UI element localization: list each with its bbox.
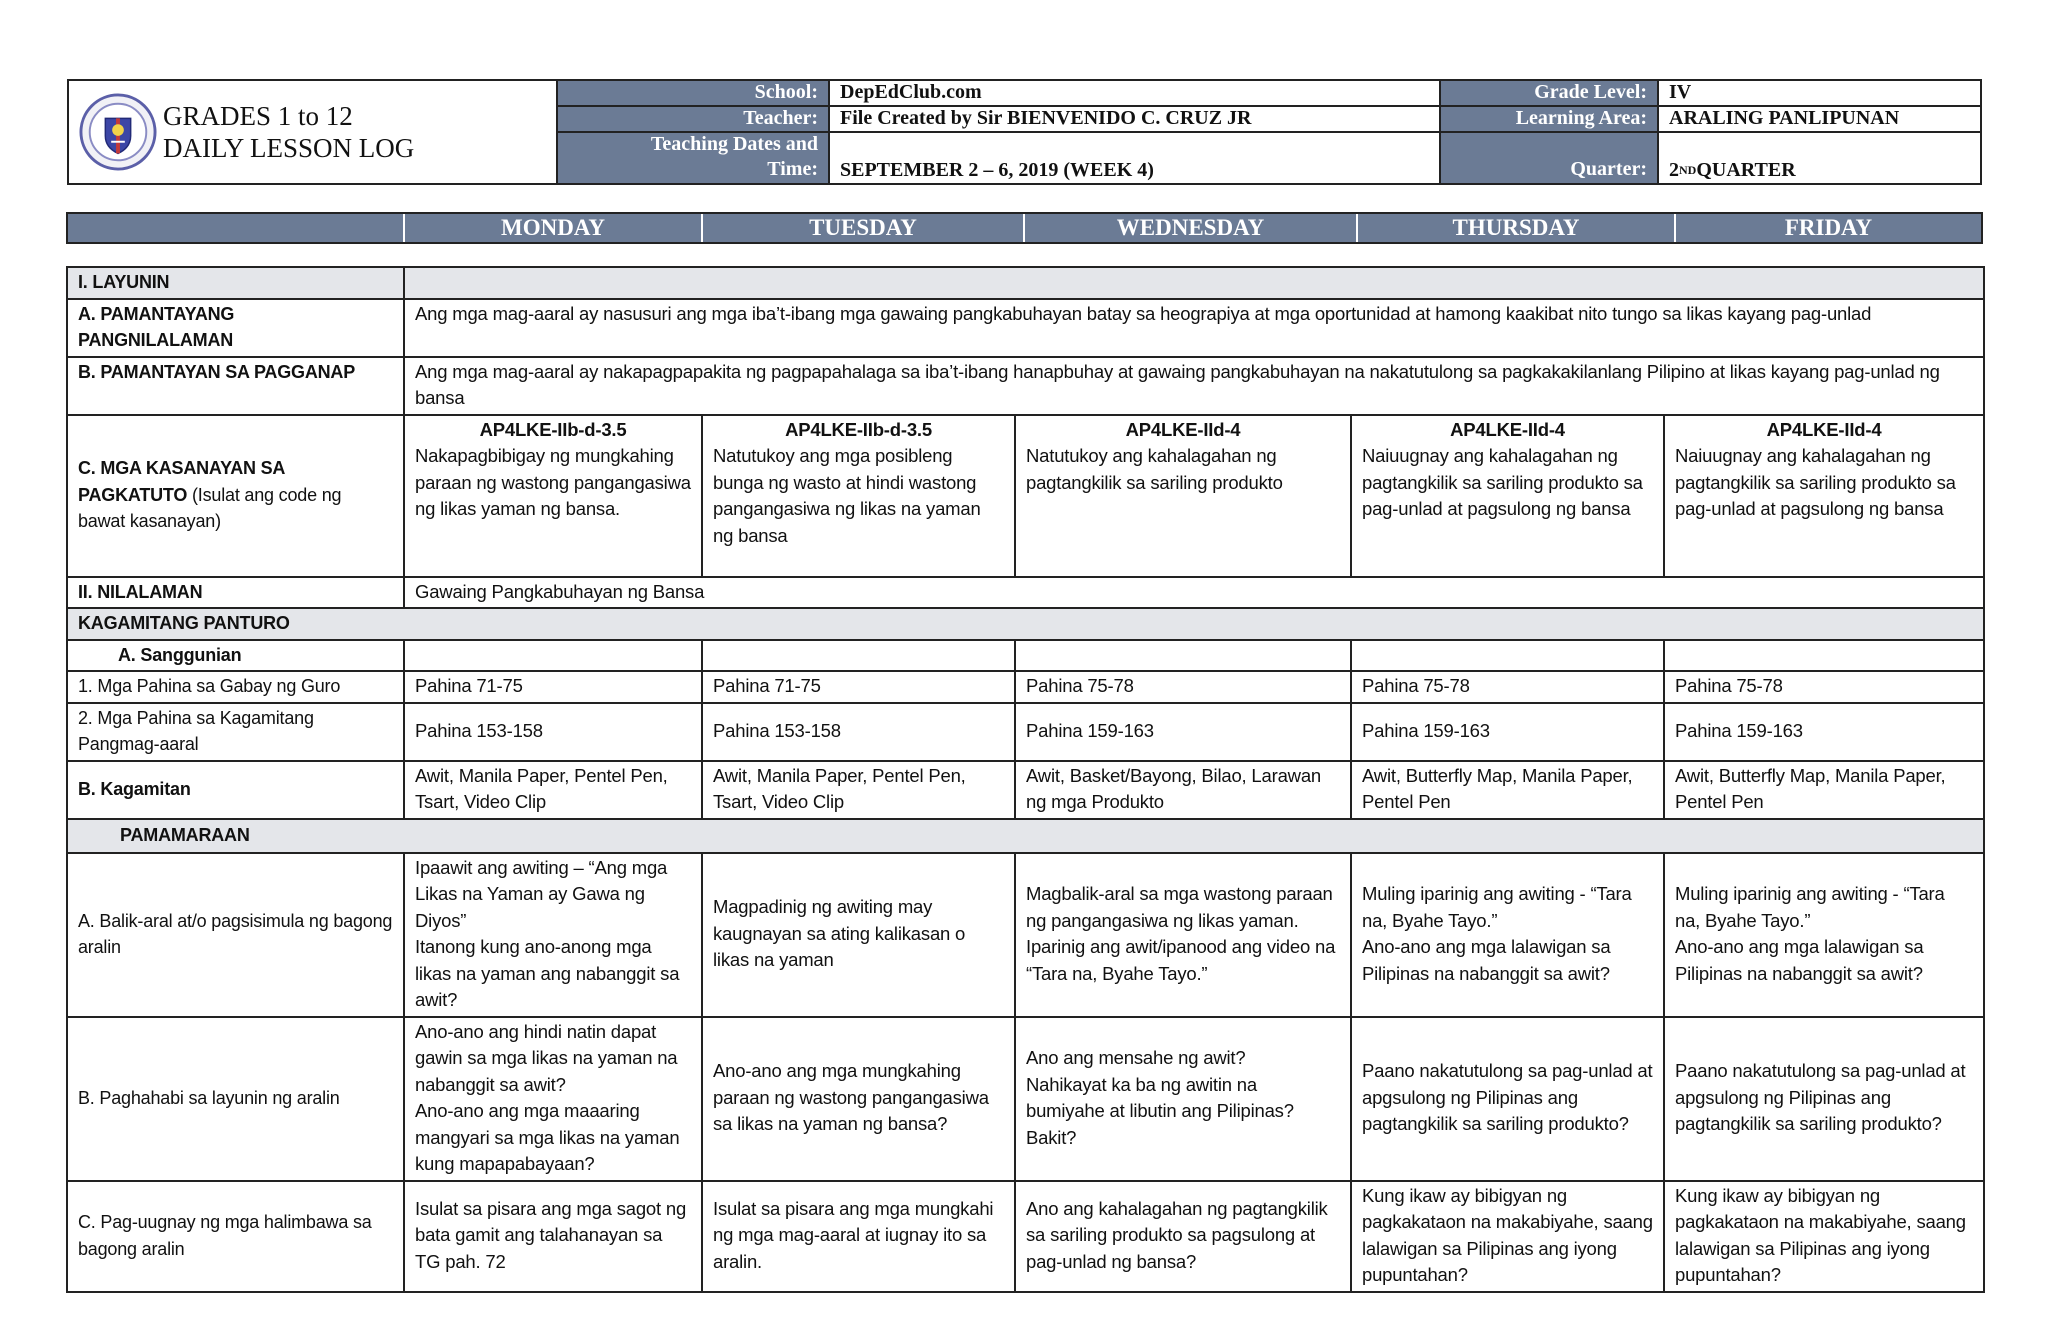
competency-code: AP4LKE-IIb-d-3.5 <box>785 418 932 440</box>
paguugnay-friday: Kung ikaw ay bibigyan ng pagkakataon na makabiyahe, saang lalawigan sa Pilipinas ang iyong pupuntahan? <box>1664 1181 1984 1292</box>
paguugnay-monday: Isulat sa pisara ang mga sagot ng bata gamit ang talahanayan sa TG pah. 72 <box>404 1181 702 1292</box>
pamamaraan-label: PAMAMARAAN <box>67 819 1984 853</box>
balik-aral-wednesday: Magbalik-aral sa mga wastong paraan ng pangangasiwa ng likas yaman. Iparinig ang awit/ipanood ang video na “Tara na, Byahe Tayo.” <box>1015 853 1351 1017</box>
header-title-line1: GRADES 1 to 12 <box>163 101 353 131</box>
teacher-label: Teacher: <box>558 107 830 133</box>
balik-aral-monday: Ipaawit ang awiting – “Ang mga Likas na Yaman ay Gawa ng Diyos” Itanong kung ano-anong mga likas na yaman ang nabanggit sa awit? <box>404 853 702 1017</box>
learning-area-label: Learning Area: <box>1441 107 1659 133</box>
teaching-dates-value: SEPTEMBER 2 – 6, 2019 (WEEK 4) <box>830 133 1441 183</box>
table-row <box>67 577 1984 609</box>
table-row <box>67 761 1984 819</box>
kagamitang-pahina-friday: Pahina 159-163 <box>1664 703 1984 761</box>
paguugnay-label: C. Pag-uugnay ng mga halimbawa sa bagong aralin <box>67 1181 404 1292</box>
kagamitang-pahina-thursday: Pahina 159-163 <box>1351 703 1664 761</box>
kasanayan-monday: AP4LKE-IIb-d-3.5 Nakapagbibigay ng mungkahing paraan ng wastong pangangasiwa ng likas yaman ng bansa. <box>404 415 702 577</box>
kagamitan-tuesday: Awit, Manila Paper, Pentel Pen, Tsart, Video Clip <box>702 761 1015 819</box>
paguugnay-wednesday: Ano ang kahalagahan ng pagtangkilik sa sariling produkto sa pagsulong at pag-unlad ng bansa? <box>1015 1181 1351 1292</box>
kasanayan-friday: AP4LKE-IId-4 Naiuugnay ang kahalagahan ng pagtangkilik sa sariling produkto sa pag-unlad at pagsulong ng bansa <box>1664 415 1984 577</box>
sanggunian-monday <box>404 640 702 672</box>
gabay-label: 1. Mga Pahina sa Gabay ng Guro <box>67 671 404 703</box>
nilalaman-text: Gawaing Pangkabuhayan ng Bansa <box>404 577 1984 609</box>
day-blank-cell <box>68 214 405 242</box>
header-info-grid <box>558 81 1980 183</box>
paghahabi-label: B. Paghahabi sa layunin ng aralin <box>67 1017 404 1181</box>
header-title-line2: DAILY LESSON LOG <box>163 133 415 163</box>
weekday-header-bar <box>66 212 1983 244</box>
kagamitang-pahina-label: 2. Mga Pahina sa Kagamitang Pangmag-aaral <box>67 703 404 761</box>
lesson-plan-table <box>66 266 1985 1293</box>
teaching-dates-label-line1: Teaching Dates and <box>650 133 818 155</box>
balik-aral-label: A. Balik-aral at/o pagsisimula ng bagong aralin <box>67 853 404 1017</box>
gabay-thursday: Pahina 75-78 <box>1351 671 1664 703</box>
table-row <box>67 299 1984 357</box>
sanggunian-label: A. Sanggunian <box>67 640 404 672</box>
day-friday: FRIDAY <box>1784 215 1873 240</box>
competency-code: AP4LKE-IIb-d-3.5 <box>479 418 627 440</box>
competency-code: AP4LKE-IId-4 <box>1125 418 1241 440</box>
kagamitan-wednesday: Awit, Basket/Bayong, Bilao, Larawan ng mga Produkto <box>1015 761 1351 819</box>
kagamitang-pahina-monday: Pahina 153-158 <box>404 703 702 761</box>
competency-code: AP4LKE-IId-4 <box>1450 418 1565 440</box>
gabay-tuesday: Pahina 71-75 <box>702 671 1015 703</box>
paguugnay-tuesday: Isulat sa pisara ang mga mungkahi ng mga mag-aaral at iugnay ito sa aralin. <box>702 1181 1015 1292</box>
table-row <box>67 608 1984 640</box>
sanggunian-thursday <box>1351 640 1664 672</box>
kasanayan-thursday: AP4LKE-IId-4 Naiuugnay ang kahalagahan ng pagtangkilik sa sariling produkto sa pag-unlad at pagsulong ng bansa <box>1351 415 1664 577</box>
paghahabi-friday: Paano nakatutulong sa pag-unlad at apgsulong ng Pilipinas ang pagtangkilik sa sariling produkto? <box>1664 1017 1984 1181</box>
school-value: DepEdClub.com <box>830 81 1441 107</box>
grade-level-value: IV <box>1659 81 1980 107</box>
paghahabi-tuesday: Ano-ano ang mga mungkahing paraan ng wastong pangangasiwa sa likas na yaman ng bansa? <box>702 1017 1015 1181</box>
paghahabi-thursday: Paano nakatutulong sa pag-unlad at apgsulong ng Pilipinas ang pagtangkilik sa sariling produkto? <box>1351 1017 1664 1181</box>
sanggunian-wednesday <box>1015 640 1351 672</box>
nilalaman-label: II. NILALAMAN <box>67 577 404 609</box>
teaching-dates-label <box>558 133 830 183</box>
kagamitang-panturo-label: KAGAMITANG PANTURO <box>67 608 1984 640</box>
layunin-blank <box>404 267 1984 299</box>
teacher-value: File Created by Sir BIENVENIDO C. CRUZ JR <box>830 107 1441 133</box>
teaching-dates-label-line2: Time: <box>767 158 818 180</box>
table-row <box>67 703 1984 761</box>
pagganap-text: Ang mga mag-aaral ay nakapagpapakita ng pagpapahalaga sa iba’t-ibang hanapbuhay at gawaing pangkabuhayan na nakatutulong sa pagkakakilanlang Pilipino at likas kayang pag-unlad ng bansa <box>404 357 1984 415</box>
kagamitang-pahina-tuesday: Pahina 153-158 <box>702 703 1015 761</box>
grade-level-label: Grade Level: <box>1441 81 1659 107</box>
kasanayan-wednesday: AP4LKE-IId-4 Natutukoy ang kahalagahan ng pagtangkilik sa sariling produkto <box>1015 415 1351 577</box>
kagamitan-monday: Awit, Manila Paper, Pentel Pen, Tsart, Video Clip <box>404 761 702 819</box>
table-row <box>67 357 1984 415</box>
sanggunian-tuesday <box>702 640 1015 672</box>
kagamitan-label: B. Kagamitan <box>67 761 404 819</box>
balik-aral-thursday: Muling iparinig ang awiting - “Tara na, Byahe Tayo.” Ano-ano ang mga lalawigan sa Pilipinas na nabanggit sa awit? <box>1351 853 1664 1017</box>
gabay-wednesday: Pahina 75-78 <box>1015 671 1351 703</box>
table-row <box>67 1017 1984 1181</box>
paghahabi-monday: Ano-ano ang hindi natin dapat gawin sa mga likas na yaman na nabanggit sa awit? Ano-ano ang mga maaaring mangyari sa mga likas na yaman kung mapapabayaan? <box>404 1017 702 1181</box>
pamantayang-label: A. PAMANTAYANG PANGNILALAMAN <box>67 299 404 357</box>
day-monday: MONDAY <box>405 214 703 242</box>
layunin-label: I. LAYUNIN <box>67 267 404 299</box>
kasanayan-label: C. MGA KASANAYAN SA PAGKATUTO (Isulat ang code ng bawat kasanayan) <box>67 415 404 577</box>
kagamitan-friday: Awit, Butterfly Map, Manila Paper, Pentel Pen <box>1664 761 1984 819</box>
table-row <box>67 819 1984 853</box>
table-row <box>67 267 1984 299</box>
day-thursday: THURSDAY <box>1358 214 1676 242</box>
gabay-monday: Pahina 71-75 <box>404 671 702 703</box>
table-row <box>67 671 1984 703</box>
pamantayang-text: Ang mga mag-aaral ay nasusuri ang mga iba’t-ibang mga gawaing pangkabuhayan batay sa heograpiya at mga oportunidad at hamong kaakibat nito tungo sa likas kayang pag-unlad <box>404 299 1984 357</box>
balik-aral-tuesday: Magpadinig ng awiting may kaugnayan sa ating kalikasan o likas na yaman <box>702 853 1015 1017</box>
table-row <box>67 415 1984 577</box>
sanggunian-friday <box>1664 640 1984 672</box>
school-label: School: <box>558 81 830 107</box>
competency-code: AP4LKE-IId-4 <box>1766 418 1882 440</box>
table-row <box>67 1181 1984 1292</box>
table-row <box>67 853 1984 1017</box>
lesson-log-header <box>67 79 1982 185</box>
kagamitan-thursday: Awit, Butterfly Map, Manila Paper, Pentel Pen <box>1351 761 1664 819</box>
balik-aral-friday: Muling iparinig ang awiting - “Tara na, Byahe Tayo.” Ano-ano ang mga lalawigan sa Pilipinas na nabanggit sa awit? <box>1664 853 1984 1017</box>
gabay-friday: Pahina 75-78 <box>1664 671 1984 703</box>
kagamitang-pahina-wednesday: Pahina 159-163 <box>1015 703 1351 761</box>
learning-area-value: ARALING PANLIPUNAN <box>1659 107 1980 133</box>
day-wednesday: WEDNESDAY <box>1025 214 1358 242</box>
kasanayan-tuesday: AP4LKE-IIb-d-3.5 Natutukoy ang mga posibleng bunga ng wasto at hindi wastong pangangasiwa ng likas na yaman ng bansa <box>702 415 1015 577</box>
table-row <box>67 640 1984 672</box>
quarter-value: 2 ND QUARTER <box>1659 133 1980 183</box>
header-brand <box>69 81 558 183</box>
day-tuesday: TUESDAY <box>703 214 1025 242</box>
paguugnay-thursday: Kung ikaw ay bibigyan ng pagkakataon na makabiyahe, saang lalawigan sa Pilipinas ang iyong pupuntahan? <box>1351 1181 1664 1292</box>
paghahabi-wednesday: Ano ang mensahe ng awit? Nahikayat ka ba ng awitin na bumiyahe at libutin ang Pilipinas? Bakit? <box>1015 1017 1351 1181</box>
pagganap-label: B. PAMANTAYAN SA PAGGANAP <box>67 357 404 415</box>
quarter-label: Quarter: <box>1441 133 1659 183</box>
deped-seal-icon <box>79 93 157 171</box>
